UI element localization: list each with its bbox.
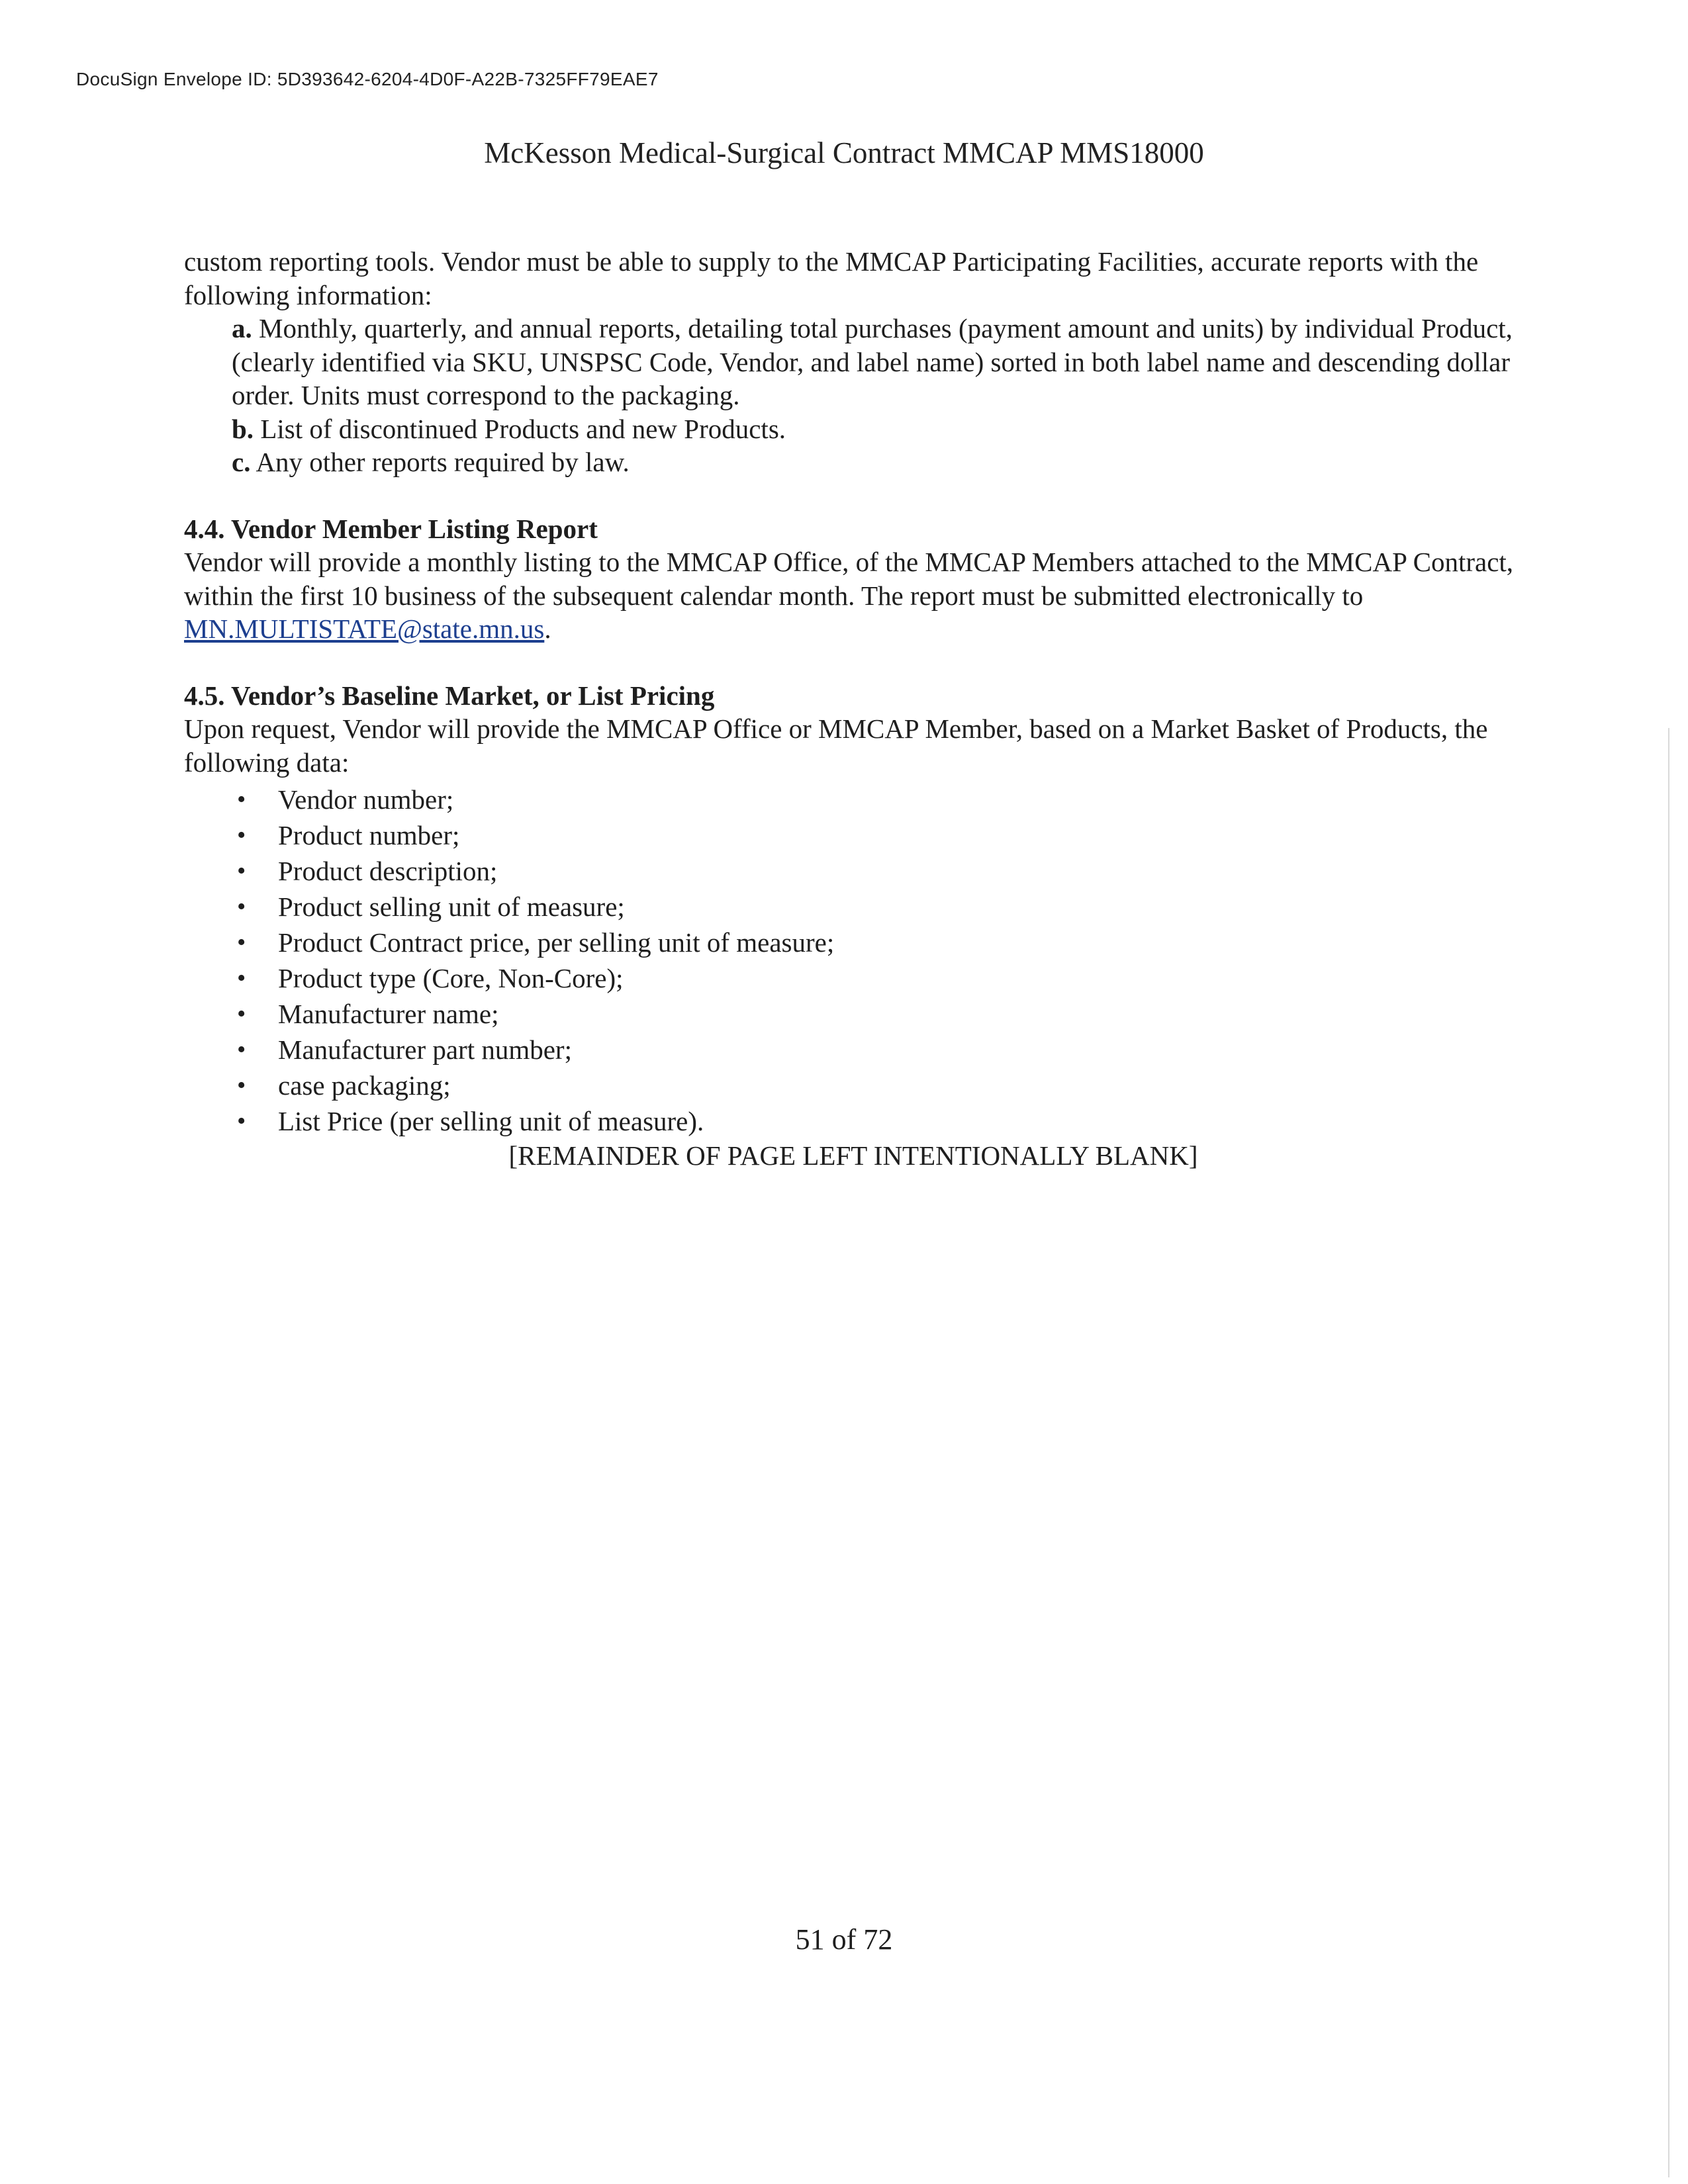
section-4-5-heading: 4.5. Vendor’s Baseline Market, or List Pricing — [184, 680, 715, 711]
report-item-b — [232, 412, 1554, 446]
data-fields-list — [184, 782, 1554, 1139]
report-item-c — [232, 445, 1554, 479]
list-item — [184, 1103, 1554, 1139]
bullet-icon: • — [237, 1036, 246, 1064]
report-item-letter: b. — [232, 413, 254, 444]
bullet-icon: • — [237, 821, 246, 849]
report-items-list — [184, 312, 1554, 479]
list-item — [184, 960, 1554, 996]
bullet-icon: • — [237, 929, 246, 956]
list-item-text: Manufacturer part number; — [278, 1034, 572, 1065]
list-item — [184, 817, 1554, 853]
section-4-4-period: . — [544, 614, 551, 644]
report-item-text: List of discontinued Products and new Products. — [254, 413, 786, 444]
list-item — [184, 1068, 1554, 1103]
page-content — [184, 245, 1554, 1173]
report-item-letter: c. — [232, 447, 251, 477]
document-header: McKesson Medical-Surgical Contract MMCAP MMS18000 — [484, 136, 1204, 169]
list-item — [184, 853, 1554, 889]
bullet-icon: • — [237, 1000, 246, 1028]
bullet-icon: • — [237, 893, 246, 921]
list-item-text: Product selling unit of measure; — [278, 891, 625, 922]
section-4-4-body — [184, 545, 1554, 646]
page-number: 51 of 72 — [795, 1923, 893, 1956]
section-4-4-heading: 4.4. Vendor Member Listing Report — [184, 513, 598, 544]
list-item-text: Product description; — [278, 856, 498, 886]
section-4-4 — [184, 512, 1554, 646]
intro-paragraph: custom reporting tools. Vendor must be able to supply to the MMCAP Participating Facilities, accurate reports with the following information: — [184, 246, 1479, 310]
report-item-a — [232, 312, 1554, 412]
email-link[interactable]: MN.MULTISTATE@state.mn.us — [184, 614, 545, 644]
bullet-icon: • — [237, 964, 246, 992]
section-4-4-text: Vendor will provide a monthly listing to the MMCAP Office, of the MMCAP Members attached to the MMCAP Contract, within the first 10 business of the subsequent calendar month. The report must be submitted electronically to — [184, 547, 1514, 611]
list-item-text: Product type (Core, Non-Core); — [278, 963, 624, 993]
bullet-icon: • — [237, 1107, 246, 1135]
report-item-letter: a. — [232, 313, 252, 343]
list-item-text: case packaging; — [278, 1070, 451, 1101]
list-item — [184, 925, 1554, 960]
list-item — [184, 782, 1554, 817]
list-item-text: Manufacturer name; — [278, 999, 499, 1029]
bullet-icon: • — [237, 857, 246, 885]
bullet-icon: • — [237, 786, 246, 813]
list-item-text: Product Contract price, per selling unit of measure; — [278, 927, 835, 958]
docusign-envelope-id: DocuSign Envelope ID: 5D393642-6204-4D0F-A22B-7325FF79EAE7 — [76, 69, 659, 89]
remainder-blank-notice: [REMAINDER OF PAGE LEFT INTENTIONALLY BLANK] — [508, 1140, 1198, 1171]
report-item-text: Any other reports required by law. — [250, 447, 630, 477]
section-4-5 — [184, 679, 1554, 1140]
report-item-text: Monthly, quarterly, and annual reports, detailing total purchases (payment amount and units) by individual Product, (clearly identified via SKU, UNSPSC Code, Vendor, and label name) sorted in both label name and descending dollar order. Units must correspond to the packaging. — [232, 313, 1513, 410]
list-item-text: Product number; — [278, 820, 460, 850]
list-item — [184, 889, 1554, 925]
bullet-icon: • — [237, 1071, 246, 1099]
list-item — [184, 996, 1554, 1032]
list-item-text: List Price (per selling unit of measure). — [278, 1106, 704, 1136]
list-item — [184, 1032, 1554, 1068]
scan-edge-line — [1668, 728, 1669, 2177]
section-4-5-body: Upon request, Vendor will provide the MMCAP Office or MMCAP Member, based on a Market Basket of Products, the following data: — [184, 713, 1488, 778]
list-item-text: Vendor number; — [278, 784, 454, 815]
